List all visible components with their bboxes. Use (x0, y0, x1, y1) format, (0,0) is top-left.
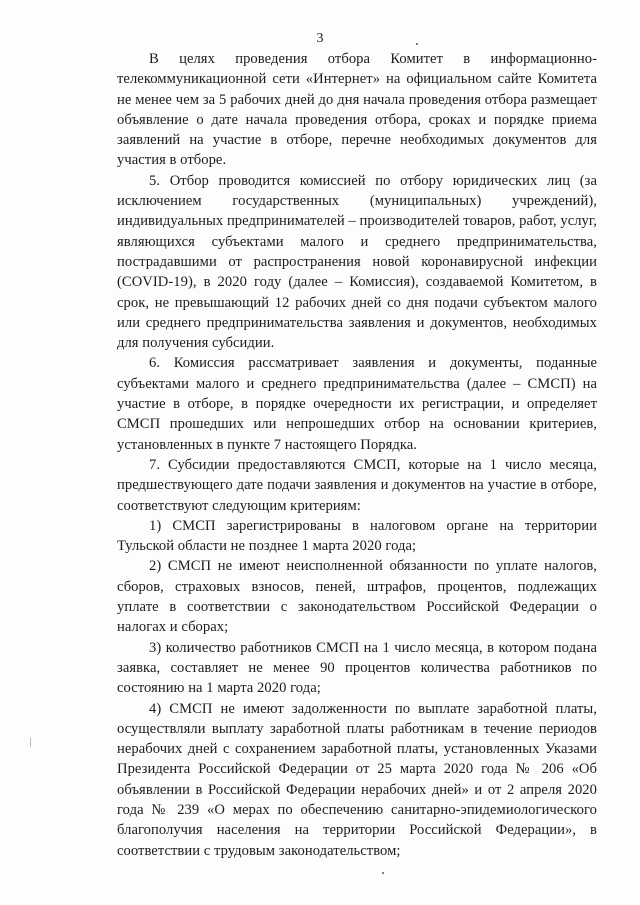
criterion-4: 4) СМСП не имеют задолженности по выплате заработной платы, осуществляли выплату заработной платы работникам в течение периодов нерабочих дней с сохранением заработной платы, установленных Указами Президента Российской Федерации от 25 марта 2020 года № 206 «Об объявлении в Российской Федерации нерабочих дней» и от 2 апреля 2020 года № 239 «О мерах по обеспечению санитарно-эпидемиологического благополучия населения на территории Российской Федерации», в соответствии с трудовым законодательством; (117, 700, 597, 859)
scan-speck-top (416, 43, 418, 45)
document-body (117, 49, 597, 861)
scan-edge-mark (30, 738, 31, 747)
paragraph-item-7: 7. Субсидии предоставляются СМСП, которые на 1 число месяца, предшествующего дате подачи заявления и документов на участие в отборе, соответствуют следующим критериям: (117, 456, 597, 514)
criterion-1: 1) СМСП зарегистрированы в налоговом органе на территории Тульской области не позднее 1 марта 2020 года; (117, 517, 597, 555)
criterion-3: 3) количество работников СМСП на 1 число месяца, в котором подана заявка, составляет не менее 90 процентов количества работников по состоянию на 1 марта 2020 года; (117, 639, 597, 697)
paragraph-item-6: 6. Комиссия рассматривает заявления и документы, поданные субъектами малого и среднего предпринимательства (далее – СМСП) на участие в отборе, в порядке очередности их регистрации, и определяет СМСП прошедших или непрошедших отбор на основании критериев, установленных в пункте 7 настоящего Порядка. (117, 355, 597, 453)
criterion-2: 2) СМСП не имеют неисполненной обязанности по уплате налогов, сборов, страховых взносов, пеней, штрафов, процентов, подлежащих уплате в соответствии с законодательством Российской Федерации о налогах и сборах; (117, 558, 597, 636)
paragraph-announcement: В целях проведения отбора Комитет в информационно-телекоммуникационной сети «Интернет» на официальном сайте Комитета не менее чем за 5 рабочих дней до дня начала проведения отбора размещает объявление о дате начала проведения отбора, сроках и порядке приема заявлений на участие в отборе, перечне необходимых документов для участия в отборе. (117, 51, 597, 169)
page-number: 3 (316, 31, 324, 46)
scan-speck-bottom (382, 872, 384, 874)
paragraph-item-5: 5. Отбор проводится комиссией по отбору юридических лиц (за исключением государственных (муниципальных) учреждений), индивидуальных предпринимателей – производителей товаров, работ, услуг, являющихся субъектами малого и среднего предпринимательства, пострадавшими от распространения новой коронавирусной инфекции (COVID-19), в 2020 году (далее – Комиссия), создаваемой Комитетом, в срок, не превышающий 12 рабочих дней со дня подачи субъектом малого или среднего предпринимательства заявления и документов, необходимых для получения субсидии. (117, 172, 597, 352)
